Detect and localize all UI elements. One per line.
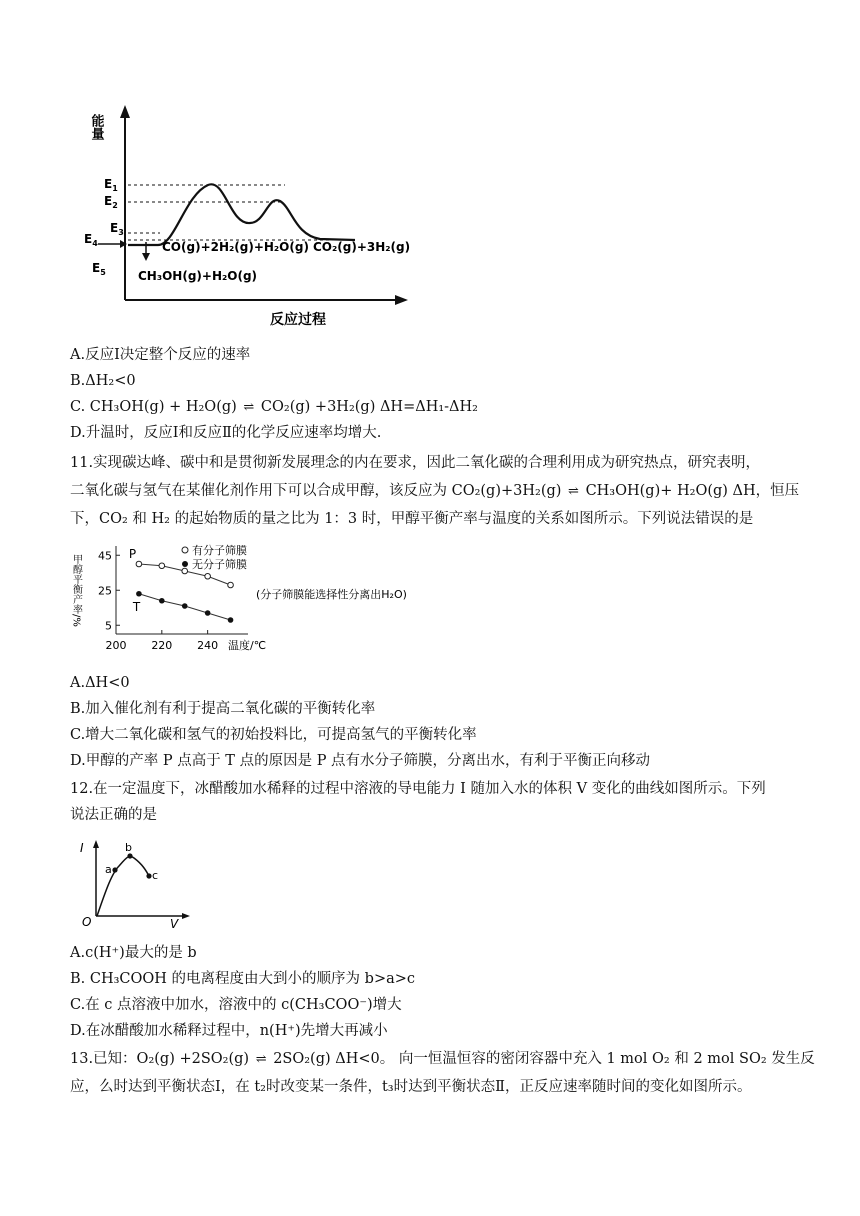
q10-option-c bbox=[70, 398, 478, 417]
point-c bbox=[146, 873, 151, 878]
filled-point bbox=[228, 617, 234, 623]
open-point bbox=[159, 563, 165, 569]
point-b-label: b bbox=[125, 841, 132, 854]
q13-stem-line1-right: 2SO₂(g) ΔH<0。 向一恒温恒容的密闭容器中充入 1 mol O₂ 和 2 mol SO₂ 发生反 bbox=[273, 1051, 815, 1067]
q13-stem-line1 bbox=[70, 1050, 815, 1069]
open-point bbox=[182, 568, 188, 574]
legend-open-marker bbox=[182, 547, 188, 553]
e3-label: $E_3$ bbox=[110, 221, 124, 237]
open-point bbox=[205, 573, 211, 579]
q12-option-b: B. CH₃COOH 的电离程度由大到小的顺序为 b>a>c bbox=[70, 971, 416, 987]
energy-curve bbox=[128, 184, 355, 245]
q11-option-a: A.ΔH<0 bbox=[70, 675, 130, 691]
y-tick-label: 45 bbox=[98, 549, 112, 563]
q10-option-c-left: C. CH₃OH(g) + H₂O(g) bbox=[70, 399, 237, 415]
equilibrium-arrow-icon: ⇌ bbox=[255, 1052, 267, 1067]
point-t-label: T bbox=[132, 599, 141, 614]
equilibrium-arrow-icon: ⇌ bbox=[243, 400, 255, 415]
q11-option-b: B.加入催化剂有利于提高二氧化碳的平衡转化率 bbox=[70, 701, 376, 717]
open-point bbox=[136, 561, 142, 567]
x-axis-label: 反应过程 bbox=[270, 312, 326, 328]
axis-i-label: I bbox=[80, 841, 84, 855]
x-tick-label: 240 bbox=[197, 639, 219, 652]
state-initial: CH₃OH(g)+H₂O(g) bbox=[138, 269, 258, 283]
axis-v-label: V bbox=[170, 917, 179, 931]
legend-label-with-membrane: 有分子筛膜 bbox=[192, 544, 247, 557]
y-tick-label: 25 bbox=[98, 584, 112, 598]
equilibrium-arrow-icon: ⇌ bbox=[568, 484, 579, 499]
energy-diagram bbox=[80, 100, 420, 332]
y-tick-label: 5 bbox=[105, 619, 112, 633]
filled-point bbox=[205, 610, 211, 616]
methanol-yield-chart bbox=[72, 538, 452, 660]
q12-stem-line2: 说法正确的是 bbox=[70, 807, 157, 823]
q10-option-d: D.升温时，反应Ⅰ和反应Ⅱ的化学反应速率均增大. bbox=[70, 425, 382, 441]
q11-option-d: D.甲醇的产率 P 点高于 T 点的原因是 P 点有水分子筛膜，分离出水，有利于平衡正向移动 bbox=[70, 753, 651, 769]
q11-stem-line1: 11.实现碳达峰、碳中和是贯彻新发展理念的内在要求，因此二氧化碳的合理利用成为研究热点，研究表明， bbox=[70, 455, 761, 471]
q13-stem-line2: 应，么时达到平衡状态Ⅰ，在 t₂时改变某一条件，t₃时达到平衡状态Ⅱ，正反应速率随时间的变化如图所示。 bbox=[70, 1079, 752, 1095]
legend-label-without-membrane: 无分子筛膜 bbox=[192, 558, 247, 571]
q11-stem-line2-right: CH₃OH(g)+ H₂O(g) ΔH，恒压 bbox=[585, 483, 800, 499]
point-a-label: a bbox=[105, 863, 112, 876]
y-axis-label: 甲醇平衡产率/% bbox=[70, 554, 82, 627]
q13-stem-line1-left: 13.已知：O₂(g) +2SO₂(g) bbox=[70, 1051, 250, 1067]
state-final: CO₂(g)+3H₂(g) bbox=[313, 240, 411, 254]
q11-stem-line2 bbox=[70, 482, 799, 501]
q11-option-c: C.增大二氧化碳和氢气的初始投料比，可提高氢气的平衡转化率 bbox=[70, 727, 477, 743]
q11-stem-line2-left: 二氧化碳与氢气在某催化剂作用下可以合成甲醇，该反应为 CO₂(g)+3H₂(g) bbox=[70, 483, 562, 499]
state-intermediate: CO(g)+2H₂(g)+H₂O(g) bbox=[162, 240, 309, 254]
q12-option-a: A.c(H⁺)最大的是 b bbox=[70, 945, 197, 961]
y-axis-label: 能量 bbox=[88, 114, 104, 140]
x-axis-label: 温度/℃ bbox=[228, 639, 267, 652]
point-a bbox=[112, 867, 117, 872]
point-b bbox=[127, 853, 132, 858]
q10-option-b: B.ΔH₂<0 bbox=[70, 373, 136, 389]
point-c-label: c bbox=[152, 869, 159, 882]
filled-point bbox=[159, 598, 165, 604]
e2-label: $E_2$ bbox=[104, 194, 118, 210]
e5-label: $E_5$ bbox=[92, 261, 106, 277]
origin-label: O bbox=[82, 915, 92, 929]
q10-option-a: A.反应Ⅰ决定整个反应的速率 bbox=[70, 347, 251, 363]
q10-option-c-right: CO₂(g) +3H₂(g) ΔH=ΔH₁-ΔH₂ bbox=[260, 399, 478, 415]
q11-stem-line3: 下，CO₂ 和 H₂ 的起始物质的量之比为 1：3 时，甲醇平衡产率与温度的关系如图所示。下列说法错误的是 bbox=[70, 511, 754, 527]
q12-option-d: D.在冰醋酸加水稀释过程中，n(H⁺)先增大再减小 bbox=[70, 1023, 388, 1039]
filled-point bbox=[182, 603, 188, 609]
x-tick-label: 200 bbox=[105, 639, 127, 652]
e1-label: $E_1$ bbox=[104, 177, 118, 193]
q12-option-c: C.在 c 点溶液中加水，溶液中的 c(CH₃COO⁻)增大 bbox=[70, 997, 402, 1013]
legend-filled-marker bbox=[182, 561, 188, 567]
filled-point bbox=[136, 591, 142, 597]
point-p-label: P bbox=[128, 547, 137, 561]
open-point bbox=[228, 582, 234, 588]
q12-stem-line1: 12.在一定温度下，冰醋酸加水稀释的过程中溶液的导电能力 I 随加入水的体积 V 变化的曲线如图所示。下列 bbox=[70, 781, 766, 797]
e4-label: $E_4$ bbox=[84, 232, 98, 248]
chart-note: (分子筛膜能选择性分离出H₂O) bbox=[256, 588, 407, 601]
conductivity-diagram bbox=[76, 836, 196, 931]
x-tick-label: 220 bbox=[151, 639, 173, 652]
